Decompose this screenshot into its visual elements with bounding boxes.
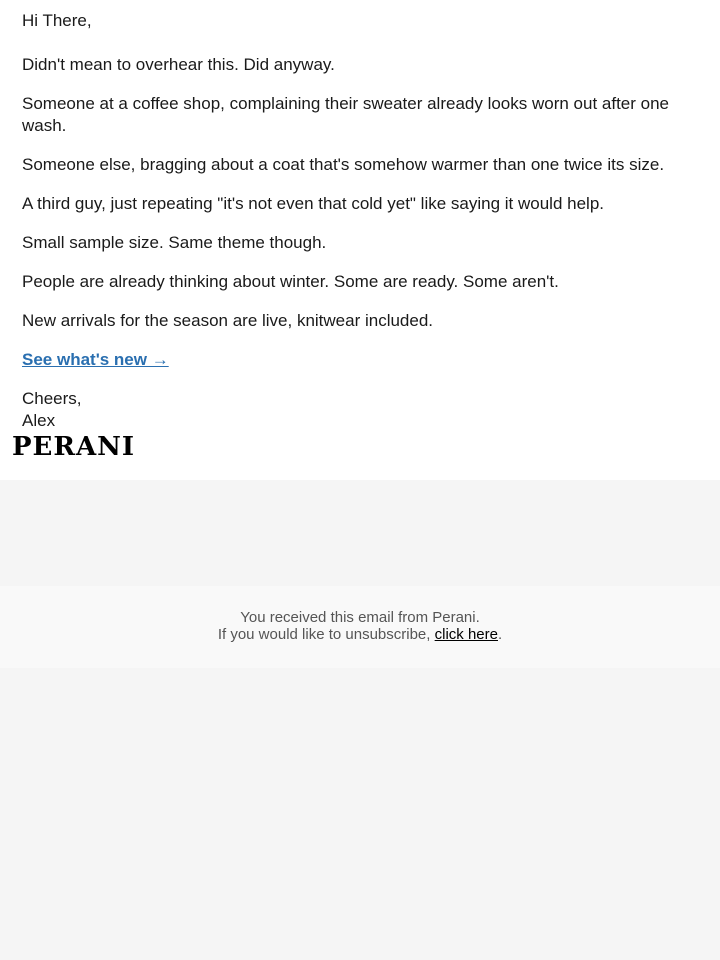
paragraph: Didn't mean to overhear this. Did anyway.: [22, 55, 335, 74]
paragraph: A third guy, just repeating "it's not even that cold yet" like saying it would help.: [22, 194, 604, 213]
signature: Alex: [22, 411, 56, 430]
see-whats-new-link[interactable]: See what's new →: [22, 350, 169, 369]
email-footer: [0, 586, 720, 668]
unsubscribe-suffix: .: [497, 626, 503, 643]
signoff: Cheers,: [22, 389, 82, 408]
brand-logo: PERANI: [12, 432, 136, 462]
cta-wrapper: [22, 349, 682, 371]
paragraph: Someone else, bragging about a coat that's somehow warmer than one twice its size.: [22, 155, 665, 174]
paragraph: People are already thinking about winter. Some are ready. Some aren't.: [22, 272, 559, 291]
email-content: [22, 10, 682, 432]
footer-line-unsubscribe: [0, 626, 720, 643]
paragraph: Small sample size. Same theme though.: [22, 233, 327, 252]
paragraph: Someone at a coffee shop, complaining their sweater already looks worn out after one wash.: [22, 94, 670, 135]
greeting: Hi There,: [22, 11, 92, 30]
spacer: [0, 480, 720, 586]
unsubscribe-link[interactable]: click here: [434, 626, 498, 643]
paragraph: New arrivals for the season are live, knitwear included.: [22, 311, 434, 330]
page-background: [0, 668, 720, 960]
footer-line-sender: You received this email from Perani.: [240, 609, 480, 626]
unsubscribe-prefix: If you would like to unsubscribe,: [217, 626, 435, 643]
